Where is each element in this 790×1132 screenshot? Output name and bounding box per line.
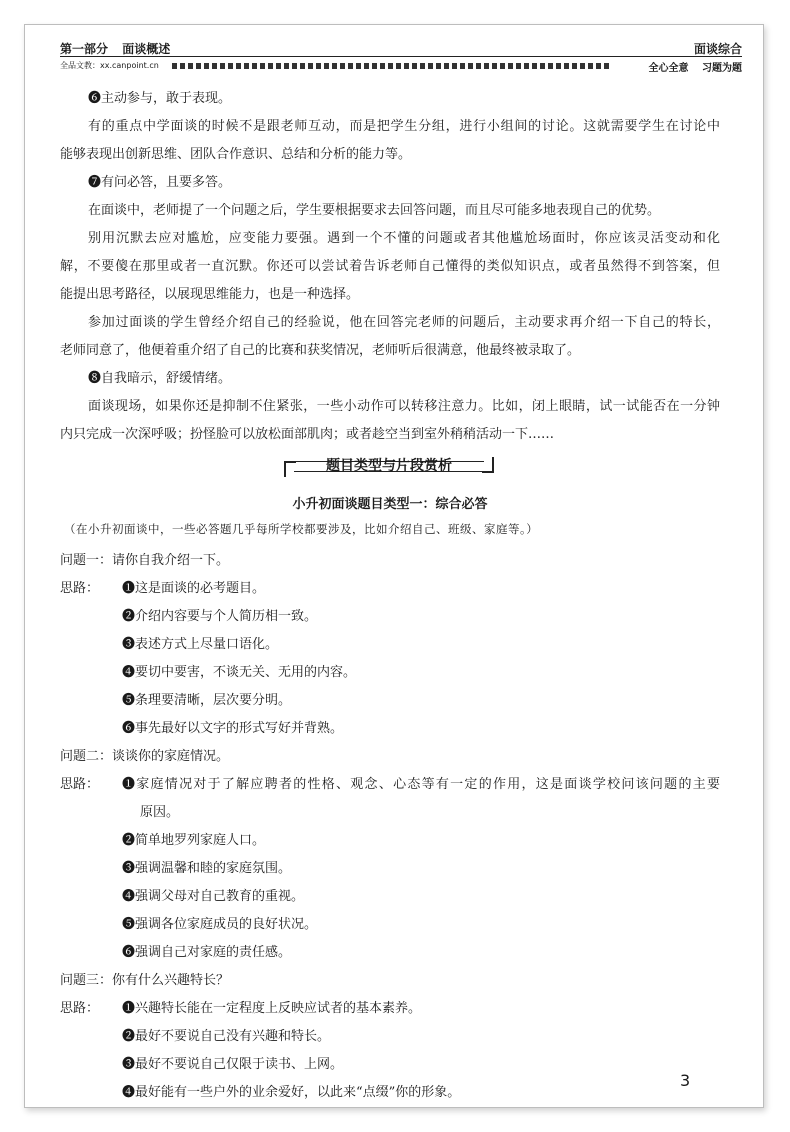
section-subtitle: 小升初面谈题目类型一：综合必答	[292, 497, 488, 512]
hint-item: ❸最好不要说自己仅限于读书、上网。	[122, 1057, 344, 1072]
paragraph-line: 有的重点中学面谈的时候不是跟老师互动，而是把学生分组，进行小组间的讨论。这就需要学生在讨论中	[88, 119, 720, 134]
page-number: 3	[680, 1071, 691, 1090]
section-note: （在小升初面谈中，一些必答题几乎每所学校都要涉及，比如介绍自己、班级、家庭等。）	[64, 522, 539, 536]
header-part: 第一部分	[60, 42, 109, 56]
hint-item: ❻事先最好以文字的形式写好并背熟。	[122, 721, 344, 736]
hint-item: ❶家庭情况对于了解应聘者的性格、观念、心态等有一定的作用，这是面谈学校问该问题的主要	[122, 777, 720, 792]
hint-item: ❹强调父母对自己教育的重视。	[122, 889, 305, 904]
paragraph-line: 能提出思考路径，以展现思维能力，也是一种选择。	[60, 287, 360, 302]
question-1: 问题一：请你自我介绍一下。	[60, 553, 230, 568]
header-slogan	[639, 59, 742, 74]
hint-item: ❹最好能有一些户外的业余爱好，以此来“点缀”你的形象。	[122, 1085, 461, 1100]
paragraph-line: 内只完成一次深呼吸；扮怪脸可以放松面部肌肉；或者趁空当到室外稍稍活动一下……	[60, 427, 555, 442]
hint-label: 思路：	[60, 581, 100, 596]
hint-item: ❶这是面谈的必考题目。	[122, 581, 266, 596]
running-header	[60, 38, 742, 74]
hint-item: ❶兴趣特长能在一定程度上反映应试者的基本素养。	[122, 1001, 422, 1016]
hint-item: ❻强调自己对家庭的责任感。	[122, 945, 292, 960]
paragraph-line: 别用沉默去应对尴尬，应变能力要强。遇到一个不懂的问题或者其他尴尬场面时，你应该灵活变动和化	[88, 231, 720, 246]
point-7: ❼有问必答，且要多答。	[88, 175, 232, 190]
paragraph-line: 面谈现场，如果你还是抑制不住紧张，一些小动作可以转移注意力。比如，闭上眼睛，试一试能否在一分钟	[88, 399, 720, 414]
hint-item-continued: 原因。	[140, 805, 180, 820]
hint-item: ❹要切中要害，不谈无关、无用的内容。	[122, 665, 357, 680]
section-title: 题目类型与片段赏析	[326, 458, 452, 474]
question-3: 问题三：你有什么兴趣特长？	[60, 973, 230, 988]
hint-label: 思路：	[60, 1001, 100, 1016]
header-site: 全品文教：xx.canpoint.cn	[60, 61, 159, 70]
hint-item: ❸强调温馨和睦的家庭氛围。	[122, 861, 292, 876]
hint-label: 思路：	[60, 777, 100, 792]
paragraph-line: 老师同意了，他便着重介绍了自己的比赛和获奖情况，老师听后很满意，他最终被录取了。	[60, 343, 581, 358]
section-title-box	[284, 453, 494, 479]
header-chapter: 面谈概述	[122, 42, 171, 56]
paragraph-line: 解，不要傻在那里或者一直沉默。你还可以尝试着告诉老师自己懂得的类似知识点，或者虽然得不到答案，但	[60, 259, 720, 274]
header-slogan-1: 全心全意	[648, 63, 689, 74]
header-rule	[60, 56, 742, 57]
header-dot-pattern	[172, 63, 612, 69]
hint-item: ❷最好不要说自己没有兴趣和特长。	[122, 1029, 331, 1044]
paragraph-line: 能够表现出创新思维、团队合作意识、总结和分析的能力等。	[60, 147, 412, 162]
question-2: 问题二：谈谈你的家庭情况。	[60, 749, 230, 764]
paragraph-line: 在面谈中，老师提了一个问题之后，学生要根据要求去回答问题，而且尽可能多地表现自己的优势。	[88, 203, 661, 218]
paragraph-line: 参加过面谈的学生曾经介绍自己的经验说，他在回答完老师的问题后，主动要求再介绍一下自己的特长，	[88, 315, 720, 330]
header-book-title: 面谈综合	[693, 42, 742, 56]
hint-item: ❺强调各位家庭成员的良好状况。	[122, 917, 318, 932]
header-section	[60, 40, 180, 57]
hint-item: ❷简单地罗列家庭人口。	[122, 833, 266, 848]
hint-item: ❸表述方式上尽量口语化。	[122, 637, 279, 652]
header-slogan-2: 习题为题	[702, 63, 742, 74]
point-6: ❻主动参与，敢于表现。	[88, 91, 232, 106]
hint-item: ❺条理要清晰，层次要分明。	[122, 693, 292, 708]
point-8: ❽自我暗示，舒缓情绪。	[88, 371, 232, 386]
hint-item: ❷介绍内容要与个人简历相一致。	[122, 609, 318, 624]
